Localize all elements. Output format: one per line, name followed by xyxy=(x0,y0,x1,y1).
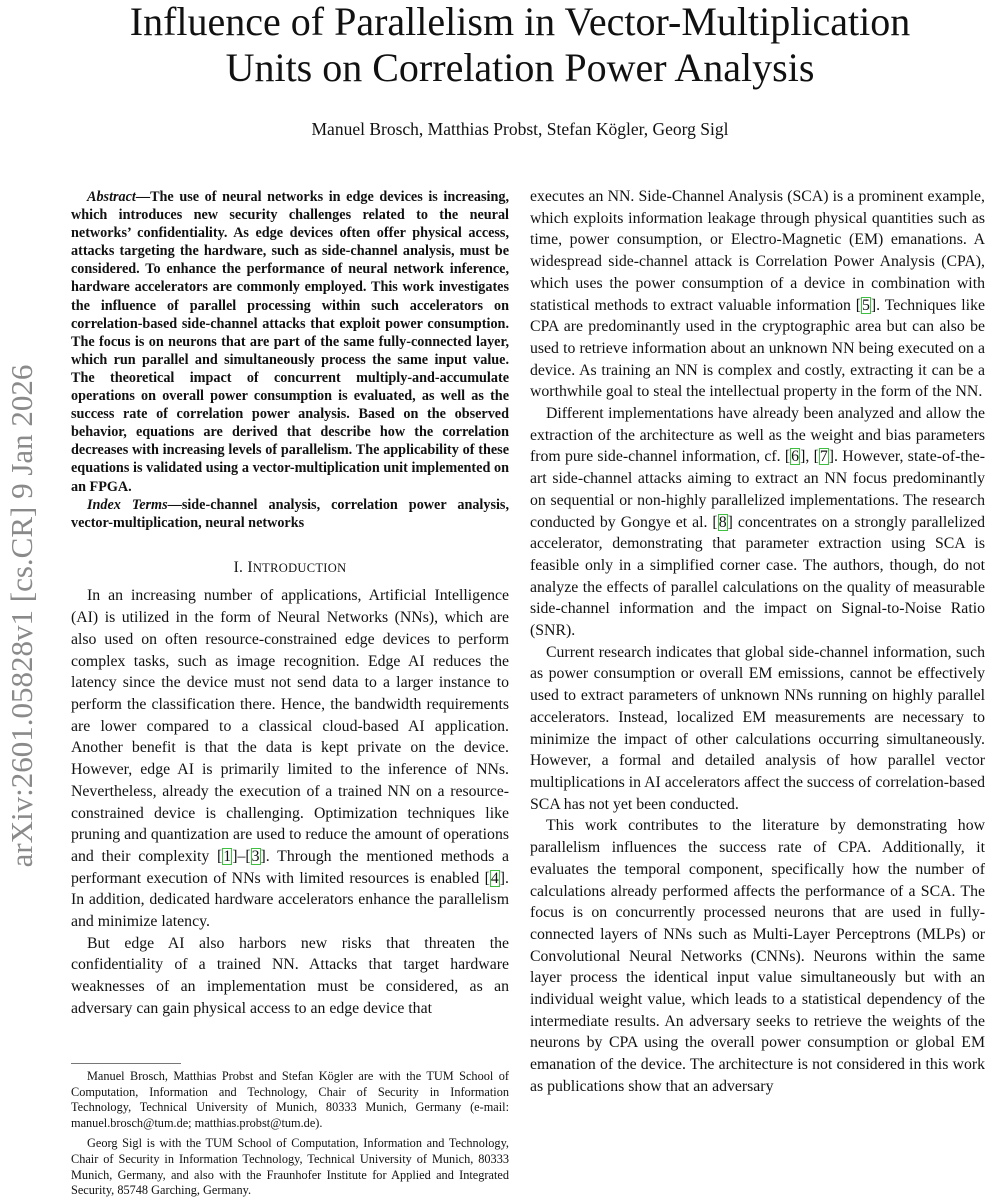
footnote-rule xyxy=(71,1063,181,1064)
right-paragraph-2: Different implementations have already been analyzed and allow the extraction of the architecture as well as the weight and bias parameters from pure side-channel information, cf. [6], [7]. However, state-of-the-art side-channel attacks aiming to extract an NN focus predominantly on sequential or non-highly parallelized implementations. The research conducted by Gongye et al. [8] concentrates on a strongly parallelized accelerator, demonstrating that parameter extraction using SCA is feasible only in a simplified corner case. The authors, though, do not analyze the effects of parallel calculations on the quality of measurable side-channel information and the impact on Signal-to-Noise Ratio (SNR). xyxy=(530,405,985,640)
citation-link-4[interactable]: 4 xyxy=(490,869,499,887)
author-list: Manuel Brosch, Matthias Probst, Stefan Kögler, Georg Sigl xyxy=(311,119,729,139)
footnotes xyxy=(71,1069,509,1204)
footnote-affiliation-1: Manuel Brosch, Matthias Probst and Stefan Kögler are with the TUM School of Computation, Information and Technology, Chair of Security in Information Technology, Technical University of Munich, 80333 Munich, Germany (e-mail: manuel.brosch@tum.de; matthias.probst@tum.de). xyxy=(71,1069,509,1130)
index-terms xyxy=(71,496,509,532)
title-line-1: Influence of Parallelism in Vector-Multiplication xyxy=(129,0,911,44)
right-column xyxy=(530,186,985,1098)
abstract xyxy=(71,188,509,496)
citation-link-3[interactable]: 3 xyxy=(251,847,260,865)
citation-link-8[interactable]: 8 xyxy=(718,513,727,531)
title-line-2: Units on Correlation Power Analysis xyxy=(225,45,815,90)
abstract-label: Abstract xyxy=(87,189,136,205)
right-paragraph-1: executes an NN. Side-Channel Analysis (SCA) is a prominent example, which exploits information leakage through physical quantities such as time, power consumption, or Electro-Magnetic (EM) emanations. A widespread side-channel attack is Correlation Power Analysis (CPA), which uses the power consumption of a device in combination with statistical methods to extract valuable information [5]. Techniques like CPA are predominantly used in the cryptographic area but can also be used to retrieve information about an unknown NN being executed on a device. As training an NN is complex and costly, extracting it can be a worthwhile goal to steal the intellectual property in the form of the NN. xyxy=(530,188,985,401)
citation-link-5[interactable]: 5 xyxy=(862,296,870,314)
intro-paragraph-1: In an increasing number of applications, Artificial Intelligence (AI) is utilized in the form of Neural Networks (NNs), which are also used on often resource-constrained edge devices to perform complex tasks, such as image recognition. Edge AI reduces the latency since the device must not send data to a larger instance to perform the classification there. Hence, the bandwidth requirements are lower compared to a classical cloud-based AI application. Another benefit is that the data is kept private on the device. However, edge AI is primarily limited to the inference of NNs. Nevertheless, already the execution of a trained NN on a resource-constrained device is challenging. Optimization techniques like pruning and quantization are used to reduce the amount of operations and their complexity [1]–[3]. Through the mentioned methods a performant execution of NNs with limited resources is enabled [4]. In addition, dedicated hardware accelerators enhance the parallelism and minimize latency. xyxy=(71,587,509,931)
intro-paragraph-2: But edge AI also harbors new risks that threaten the confidentiality of a trained NN. Attacks that target hardware weaknesses of an implementation must be considered, as an adversary can gain physical access to an edge device that xyxy=(71,934,509,1017)
citation-link-7[interactable]: 7 xyxy=(819,448,828,466)
abstract-text: —The use of neural networks in edge devices is increasing, which introduces new security challenges related to the neural networks’ confidentiality. As edge devices often offer physical access, attacks targeting the hardware, such as side-channel analysis, must be considered. To enhance the performance of neural network inference, hardware accelerators are commonly employed. This work investigates the influence of parallel processing within such accelerators on correlation-based side-channel attacks that exploit power consumption. The focus is on neurons that are part of the same fully-connected layer, which run parallel and simultaneously process the same input value. The theoretical impact of concurrent multiply-and-accumulate operations on overall power consumption is evaluated, as well as the success rate of correlation power analysis. Based on the observed behavior, equations are derived that describe how the correlation decreases with increasing levels of parallelism. The applicability of these equations is validated using a vector-multiplication unit implemented on an FPGA. xyxy=(71,189,509,495)
citation-link-6[interactable]: 6 xyxy=(791,448,800,466)
left-column xyxy=(71,188,509,1020)
citation-link-1[interactable]: 1 xyxy=(223,847,232,865)
index-terms-text: —side-channel analysis, correlation power analysis, vector-multiplication, neural networks xyxy=(71,496,509,531)
section-heading-introduction: I. INTRODUCTION xyxy=(233,558,347,576)
arxiv-stamp: arXiv:2601.05828v1 [cs.CR] 9 Jan 2026 xyxy=(4,364,39,868)
index-terms-label: Index Terms xyxy=(87,496,168,513)
right-paragraph-3: Current research indicates that global side-channel information, such as power consumption or overall EM emissions, cannot be effectively used to extract parameters of unknown NNs running on highly parallel accelerators. Instead, localized EM measurements are necessary to minimize the impact of other calculations occurring simultaneously. However, a formal and detailed analysis of how parallel vector multiplications in AI accelerators affect the success of correlation-based SCA has not yet been conducted. xyxy=(530,643,985,813)
footnote-affiliation-2: Georg Sigl is with the TUM School of Computation, Information and Technology, Chair of Security in Information Technology, Technical University of Munich, 80333 Munich, Germany, and also with the Fraunhofer Institute for Applied and Integrated Security, 85748 Garching, Germany. xyxy=(71,1136,509,1198)
right-paragraph-4: This work contributes to the literature by demonstrating how parallelism influences the success rate of CPA. Additionally, it evaluates the temporal component, specifically how the number of calculations already performed affects the performance of a SCA. The focus is on concurrently processed neurons that are used in fully-connected layers of NNs such as Multi-Layer Perceptrons (MLPs) or Convolutional Neural Networks (CNNs). Neurons within the same layer process the identical input value simultaneously but with an individual weight value, which leads to a statistical dependency of the intermediate results. An adversary seeks to retrieve the weights of the neurons by CPA using the overall power consumption or global EM emanation of the device. The architecture is not considered in this work as publications show that an adversary xyxy=(530,817,985,1095)
